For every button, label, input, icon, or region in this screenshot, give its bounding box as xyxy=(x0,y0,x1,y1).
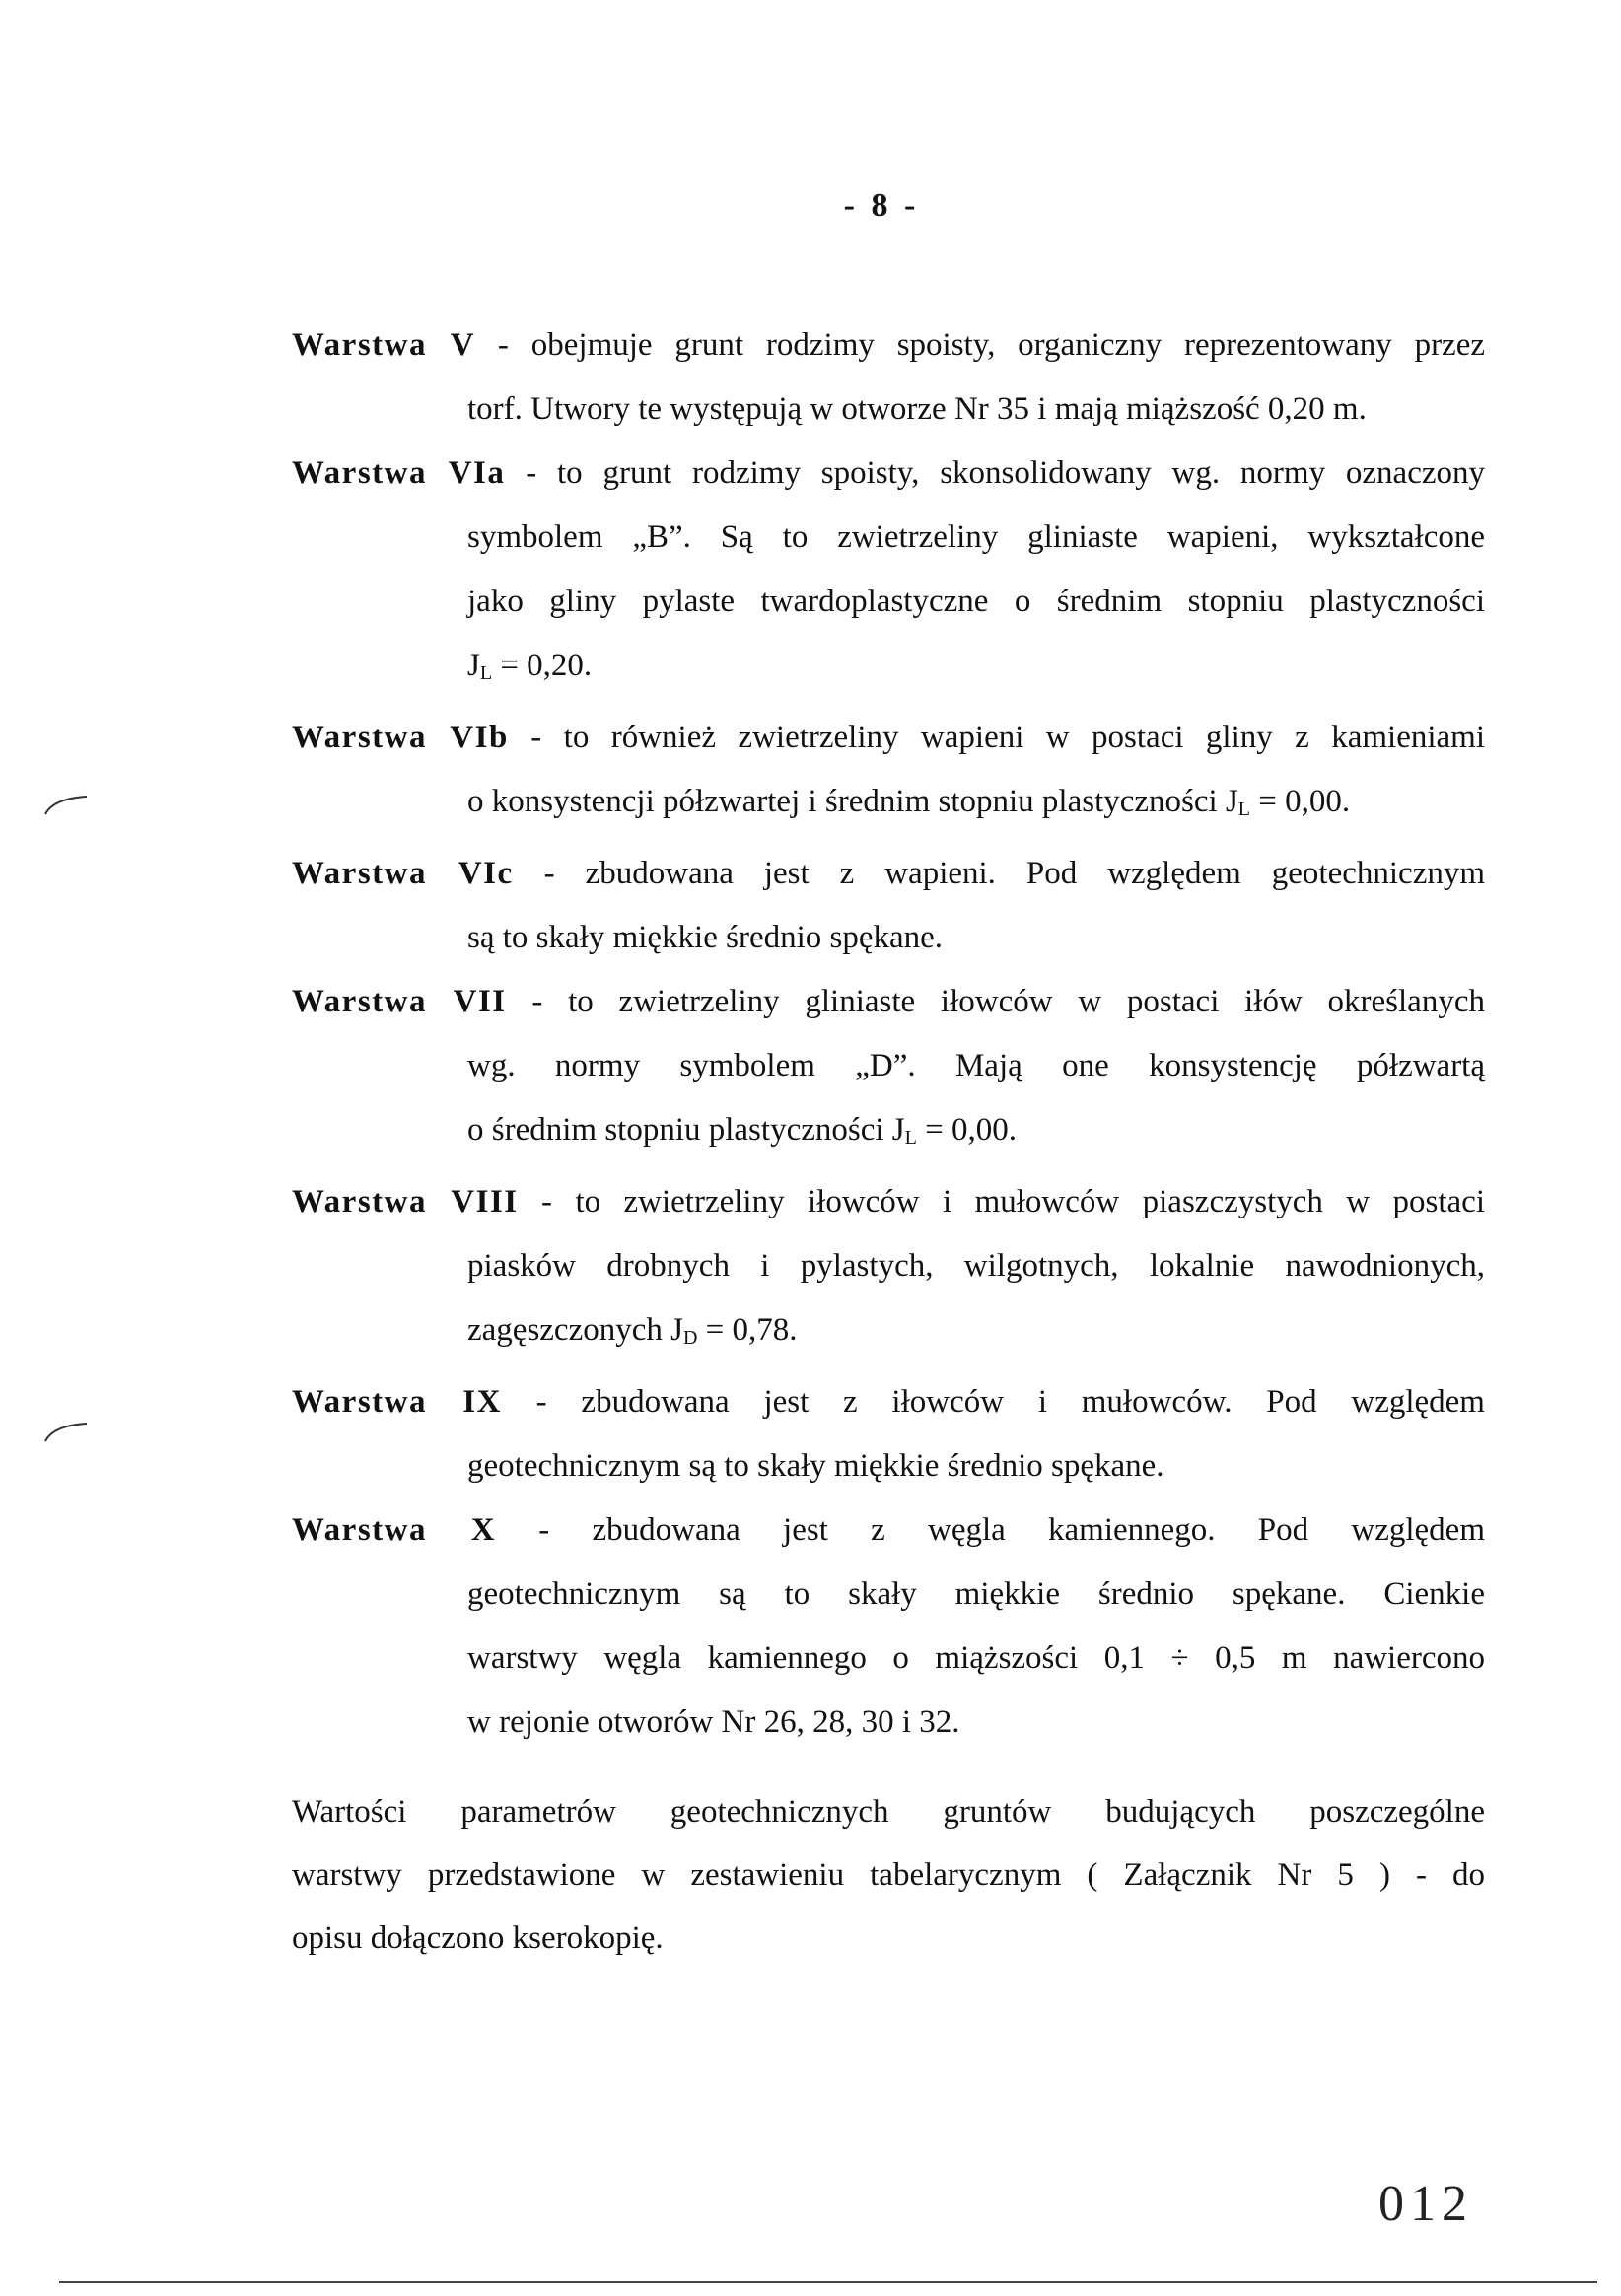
layer-description: - obejmuje grunt rodzimy spoisty, organiczny reprezentowany przez xyxy=(475,327,1485,363)
layer-continuation-line: wg. normy symbolem „D”. Mają one konsystencję półzwartą xyxy=(467,1048,1485,1083)
layer-parameter-line xyxy=(467,1098,1485,1170)
layer-first-line xyxy=(292,970,1485,1034)
layer-parameter-line xyxy=(467,1298,1485,1370)
parameter-subscript: L xyxy=(1237,799,1251,820)
layer-parameter-line xyxy=(467,770,1485,842)
layer-heading: Warstwa VIII xyxy=(292,1184,519,1219)
layer-heading: Warstwa VIa xyxy=(292,455,506,491)
layer-heading: Warstwa VIb xyxy=(292,720,509,755)
layer-parameter-line xyxy=(467,634,1485,706)
layer-entry xyxy=(292,1498,1485,1755)
layer-first-line xyxy=(292,706,1485,770)
layer-heading: Warstwa X xyxy=(292,1512,497,1548)
closing-line: warstwy przedstawione w zestawieniu tabelarycznym ( Załącznik Nr 5 ) - do xyxy=(292,1857,1485,1893)
closing-line: opisu dołączono kserokopię. xyxy=(292,1920,664,1956)
layer-continuation-line: piasków drobnych i pylastych, wilgotnych, lokalnie nawodnionych, xyxy=(467,1248,1485,1284)
parameter-text: o konsystencji półzwartej i średnim stopniu plastyczności J xyxy=(467,784,1238,819)
layer-continuation-line: jako gliny pylaste twardoplastyczne o średnim stopniu plastyczności xyxy=(467,584,1485,619)
layer-entry xyxy=(292,313,1485,442)
layer-continuation-line: symbolem „B”. Są to zwietrzeliny gliniaste wapieni, wykształcone xyxy=(467,520,1485,555)
layer-first-line xyxy=(292,1170,1485,1234)
layer-description: - zbudowana jest z wapieni. Pod względem geotechnicznym xyxy=(513,856,1486,891)
layer-first-line xyxy=(292,1498,1485,1563)
margin-mark xyxy=(43,795,89,816)
page-stamp: 012 xyxy=(1378,2176,1473,2232)
layer-entry xyxy=(292,1170,1485,1370)
layer-description: - to zwietrzeliny iłowców i mułowców piaszczystych w postaci xyxy=(518,1184,1485,1219)
layer-description: - to grunt rodzimy spoisty, skonsolidowany wg. normy oznaczony xyxy=(505,455,1485,491)
layer-heading: Warstwa VII xyxy=(292,984,507,1019)
layer-entry xyxy=(292,1370,1485,1498)
layer-continuation-line: w rejonie otworów Nr 26, 28, 30 i 32. xyxy=(467,1705,960,1740)
layer-first-line xyxy=(292,442,1485,506)
layer-continuation-line: geotechnicznym są to skały miękkie średnio spękane. Cienkie xyxy=(467,1576,1485,1612)
bottom-rule xyxy=(59,2281,1597,2283)
parameter-value: = 0,00. xyxy=(916,1112,1017,1148)
layer-description: - zbudowana jest z iłowców i mułowców. Pod względem xyxy=(501,1384,1485,1420)
parameter-subscript: D xyxy=(682,1327,698,1349)
parameter-text: o średnim stopniu plastyczności J xyxy=(467,1112,905,1148)
layer-description: - to zwietrzeliny gliniaste iłowców w postaci iłów określanych xyxy=(506,984,1485,1019)
layer-continuation-line: warstwy węgla kamiennego o miąższości 0,1 ÷ 0,5 m nawiercono xyxy=(467,1640,1485,1676)
closing-paragraph xyxy=(292,1780,1485,1970)
layer-continuation-line: torf. Utwory te występują w otworze Nr 35 i mają miąższość 0,20 m. xyxy=(467,391,1367,427)
parameter-subscript: L xyxy=(904,1127,917,1148)
layer-first-line xyxy=(292,1370,1485,1434)
layer-continuation-line: są to skały miękkie średnio spękane. xyxy=(467,920,944,955)
parameter-value: = 0,00. xyxy=(1250,784,1351,819)
margin-mark xyxy=(43,1422,89,1443)
parameter-text: J xyxy=(467,648,480,683)
layer-description: - to również zwietrzeliny wapieni w postaci gliny z kamieniami xyxy=(508,720,1486,755)
layer-entry xyxy=(292,842,1485,970)
layer-heading: Warstwa VIc xyxy=(292,856,514,891)
layer-entry xyxy=(292,442,1485,706)
parameter-text: zagęszczonych J xyxy=(467,1312,683,1348)
layer-entry xyxy=(292,706,1485,842)
parameter-value: = 0,20. xyxy=(492,648,593,683)
layer-continuation-line: geotechnicznym są to skały miękkie średnio spękane. xyxy=(467,1448,1164,1484)
parameter-value: = 0,78. xyxy=(697,1312,798,1348)
layer-description: - zbudowana jest z węgla kamiennego. Pod względem xyxy=(496,1512,1485,1548)
layer-first-line xyxy=(292,313,1485,378)
layer-first-line xyxy=(292,842,1485,906)
page-number: - 8 - xyxy=(843,187,920,224)
parameter-subscript: L xyxy=(479,662,493,684)
layer-entry xyxy=(292,970,1485,1170)
layer-list xyxy=(292,313,1485,1755)
closing-line: Wartości parametrów geotechnicznych gruntów budujących poszczególne xyxy=(292,1794,1485,1830)
layer-heading: Warstwa V xyxy=(292,327,476,363)
layer-heading: Warstwa IX xyxy=(292,1384,502,1420)
